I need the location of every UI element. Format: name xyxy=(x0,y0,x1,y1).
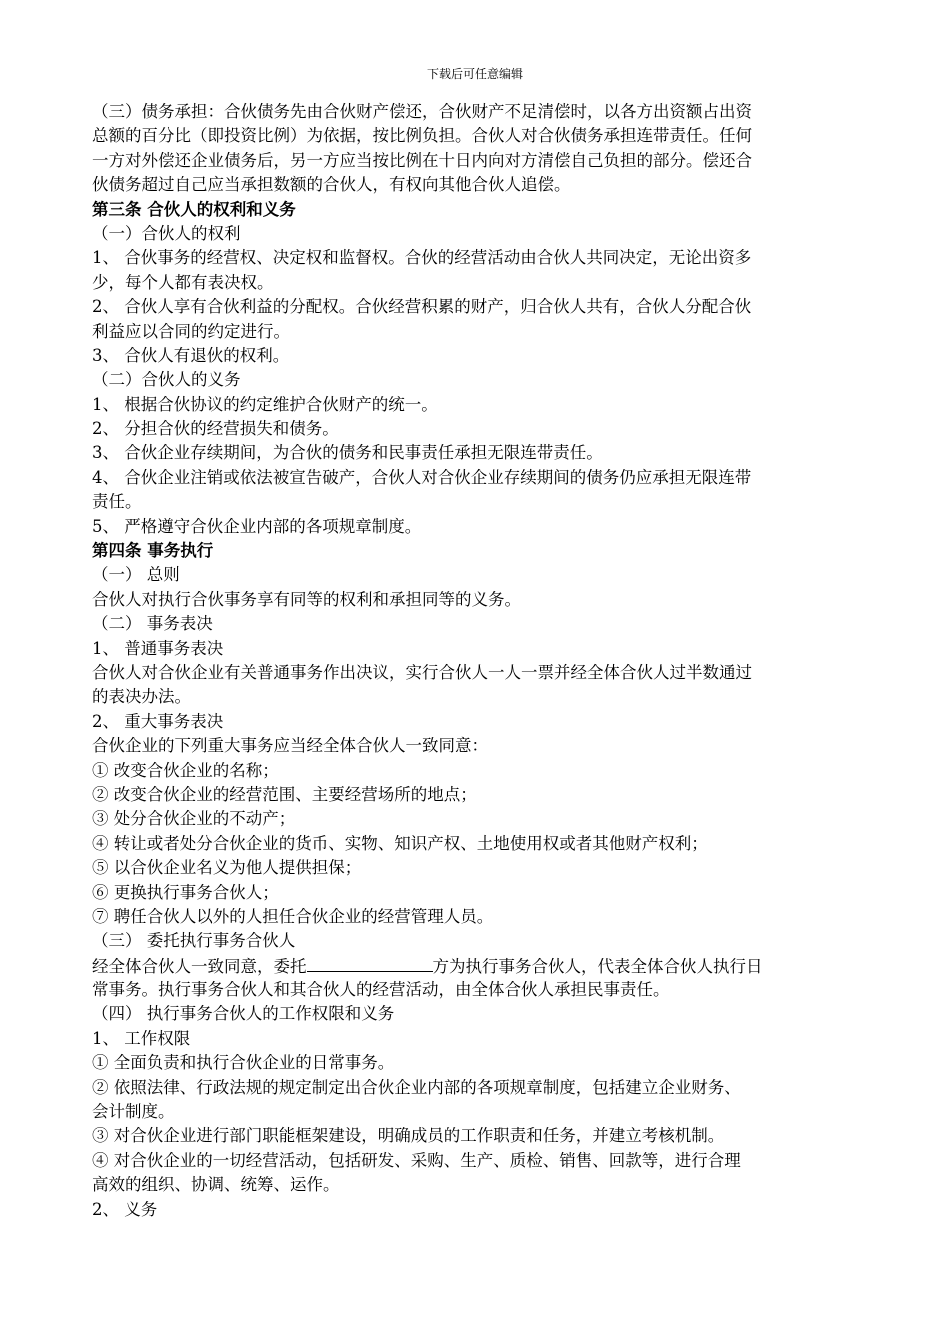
text-line: （三）债务承担：合伙债务先由合伙财产偿还，合伙财产不足清偿时，以各方出资额占出资 xyxy=(92,102,752,121)
text-line: ② 改变合伙企业的经营范围、主要经营场所的地点； xyxy=(92,784,477,804)
text-line: 3、 合伙人有退伙的权利。 xyxy=(92,345,290,365)
text-line: 2、 分担合伙的经营损失和债务。 xyxy=(92,419,339,439)
text-line: 高效的组织、协调、统筹、运作。 xyxy=(92,1175,340,1195)
text-line: 会计制度。 xyxy=(92,1102,175,1122)
text-line: （一）合伙人的权利 xyxy=(92,223,241,243)
text-line: 合伙人对合伙企业有关普通事务作出决议，实行合伙人一人一票并经全体合伙人过半数通过 xyxy=(92,662,752,682)
text-line: 1、 普通事务表决 xyxy=(92,638,224,658)
text-line: 合伙企业的下列重大事务应当经全体合伙人一致同意： xyxy=(92,736,488,756)
text-line: ⑦ 聘任合伙人以外的人担任合伙企业的经营管理人员。 xyxy=(92,906,494,926)
text-line: ④ 对合伙企业的一切经营活动，包括研发、采购、生产、质检、销售、回款等，进行合理 xyxy=(92,1150,741,1170)
text-line: 一方对外偿还企业债务后，另一方应当按比例在十日内向对方清偿自己负担的部分。偿还合 xyxy=(92,150,752,170)
text-line: 2、 义务 xyxy=(92,1199,158,1219)
text-line: 2、 合伙人享有合伙利益的分配权。合伙经营积累的财产，归合伙人共有，合伙人分配合伙 xyxy=(92,297,752,317)
text-line: ② 依照法律、行政法规的规定制定出合伙企业内部的各项规章制度，包括建立企业财务、 xyxy=(92,1077,741,1097)
text-line: （三） 委托执行事务合伙人 xyxy=(92,931,296,951)
document-body xyxy=(92,100,862,1222)
text-line: 常事务。执行事务合伙人和其合伙人的经营活动，由全体合伙人承担民事责任。 xyxy=(92,980,670,1000)
text-line: 的表决办法。 xyxy=(92,687,191,707)
section-heading: 第四条 事务执行 xyxy=(92,541,214,561)
text-line: 合伙人对执行合伙事务享有同等的权利和承担同等的义务。 xyxy=(92,589,521,609)
blank-underline xyxy=(307,954,433,972)
text-line: 少，每个人都有表决权。 xyxy=(92,272,274,292)
text-line: 利益应以合同的约定进行。 xyxy=(92,321,290,341)
text-line: 1、 合伙事务的经营权、决定权和监督权。合伙的经营活动由合伙人共同决定，无论出资多 xyxy=(92,248,752,268)
text-line: ⑤ 以合伙企业名义为他人提供担保； xyxy=(92,858,362,878)
text-line: ④ 转让或者处分合伙企业的货币、实物、知识产权、土地使用权或者其他财产权利； xyxy=(92,833,708,853)
text-line: 2、 重大事务表决 xyxy=(92,711,224,731)
text-line: （二） 事务表决 xyxy=(92,614,213,634)
text-line: 1、 根据合伙协议的约定维护合伙财产的统一。 xyxy=(92,394,438,414)
page-header: 下载后可任意编辑 xyxy=(426,67,523,81)
section-heading: 第三条 合伙人的权利和义务 xyxy=(92,199,296,219)
text-line: ① 改变合伙企业的名称； xyxy=(92,760,279,780)
text-line: ① 全面负责和执行合伙企业的日常事务。 xyxy=(92,1053,395,1073)
text-line: （一） 总则 xyxy=(92,565,180,585)
text-line: （二）合伙人的义务 xyxy=(92,370,241,390)
text-line: 总额的百分比（即投资比例）为依据，按比例负担。合伙人对合伙债务承担连带责任。任何 xyxy=(92,126,752,146)
text-line: 5、 严格遵守合伙企业内部的各项规章制度。 xyxy=(92,516,422,536)
text-line: ⑥ 更换执行事务合伙人； xyxy=(92,882,279,902)
text-line: 责任。 xyxy=(92,492,142,512)
text-before-blank: 经全体合伙人一致同意，委托 xyxy=(92,956,307,976)
text-line: （四） 执行事务合伙人的工作权限和义务 xyxy=(92,1004,395,1024)
text-line-with-blank xyxy=(92,954,862,978)
text-line: 3、 合伙企业存续期间，为合伙的债务和民事责任承担无限连带责任。 xyxy=(92,443,603,463)
text-line: 1、 工作权限 xyxy=(92,1028,191,1048)
text-line: 4、 合伙企业注销或依法被宣告破产，合伙人对合伙企业存续期间的债务仍应承担无限连带 xyxy=(92,467,752,487)
text-after-blank: 方为执行事务合伙人，代表全体合伙人执行日 xyxy=(432,956,763,976)
text-line: ③ 对合伙企业进行部门职能框架建设，明确成员的工作职责和任务，并建立考核机制。 xyxy=(92,1126,725,1146)
text-line: 伙债务超过自己应当承担数额的合伙人，有权向其他合伙人追偿。 xyxy=(92,175,571,195)
text-line: ③ 处分合伙企业的不动产； xyxy=(92,809,296,829)
